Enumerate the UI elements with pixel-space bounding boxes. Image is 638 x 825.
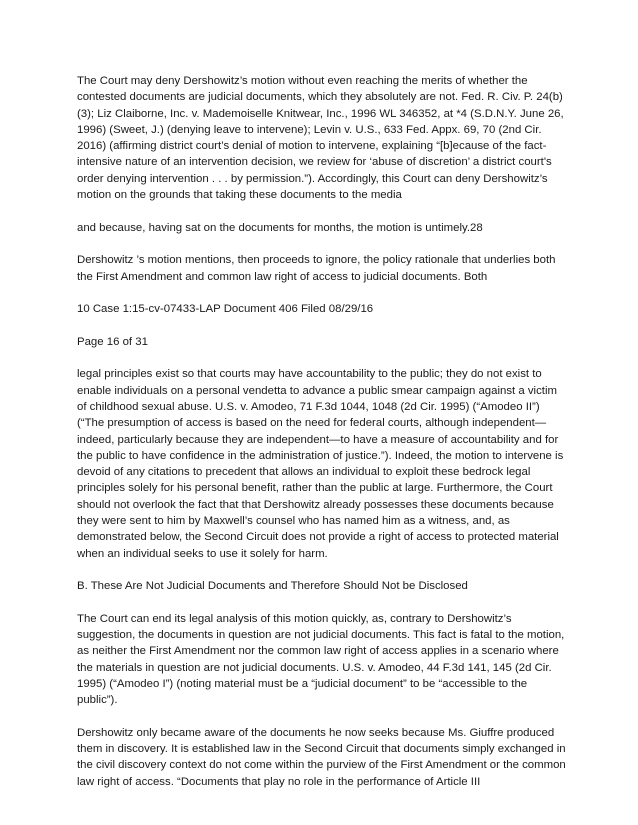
paragraph-legal-principles: legal principles exist so that courts may have accountability to the public; they do not exist to enable individuals on a personal vendetta to advance a public smear campaign against a victim of childhood sexual abuse. U.S. v. Amodeo, 71 F.3d 1044, 1048 (2d Cir. 1995) (“Amodeo II”) (“The presumption of access is based on the need for federal courts, although independent— indeed, particularly because they are independent—to have a measure of accountability and for the public to have confidence in the administration of justice.”). Indeed, the motion to intervene is devoid of any citations to precedent that allows an individual to exploit these bedrock legal principles solely for his personal benefit, rather than the public at large. Furthermore, the Court should not overlook the fact that that Dershowitz already possesses these documents because they were sent to him by Maxwell’s counsel who has named him as a witness, and, as demonstrated below, the Second Circuit does not provide a right of access to protected material when an individual seeks to use it solely for harm. [77, 368, 564, 560]
paragraph-untimely: and because, having sat on the documents for months, the motion is untimely.28 [77, 221, 483, 234]
paragraph-not-judicial-documents: The Court can end its legal analysis of this motion quickly, as, contrary to Dershowitz’s suggestion, the documents in question are not judicial documents. This fact is fatal to the motion, as neither the First Amendment nor the common law right of access applies in a scenario where the materials in question are not judicial documents. U.S. v. Amodeo, 44 F.3d 141, 145 (2d Cir. 1995) (“Amodeo I”) (noting material must be a “judicial document” to be “accessible to the public”). [77, 612, 565, 707]
paragraph-discovery-documents: Dershowitz only became aware of the documents he now seeks because Ms. Giuffre produced them in discovery. It is established law in the Second Circuit that documents simply exchanged in the civil discovery context do not come within the purview of the First Amendment or the common law right of access. “Documents that play no role in the performance of Article III [77, 726, 566, 788]
section-heading-b: B. These Are Not Judicial Documents and Therefore Should Not be Disclosed [77, 580, 468, 593]
document-body [77, 73, 569, 806]
case-header-line: 10 Case 1:15-cv-07433-LAP Document 406 Filed 08/29/16 [77, 303, 374, 316]
paragraph-intervention-denial: The Court may deny Dershowitz’s motion without even reaching the merits of whether the contested documents are judicial documents, which they absolutely are not. Fed. R. Civ. P. 24(b)(3); Liz Claiborne, Inc. v. Mademoiselle Knitwear, Inc., 1996 WL 346352, at *4 (S.D.N.Y. June 26, 1996) (Sweet, J.) (denying leave to intervene); Levin v. U.S., 633 Fed. Appx. 69, 70 (2nd Cir. 2016) (affirming district court’s denial of motion to intervene, explaining “[b]ecause of the fact-intensive nature of an intervention decision, we review for ‘abuse of discretion’ a district court's order denying intervention . . . by permission.”). Accordingly, this Court can deny Dershowitz’s motion on the grounds that taking these documents to the media [77, 75, 564, 202]
paragraph-policy-rationale: Dershowitz ’s motion mentions, then proceeds to ignore, the policy rationale that underlies both the First Amendment and common law right of access to judicial documents. Both [77, 254, 556, 283]
page-number-line: Page 16 of 31 [77, 335, 148, 348]
